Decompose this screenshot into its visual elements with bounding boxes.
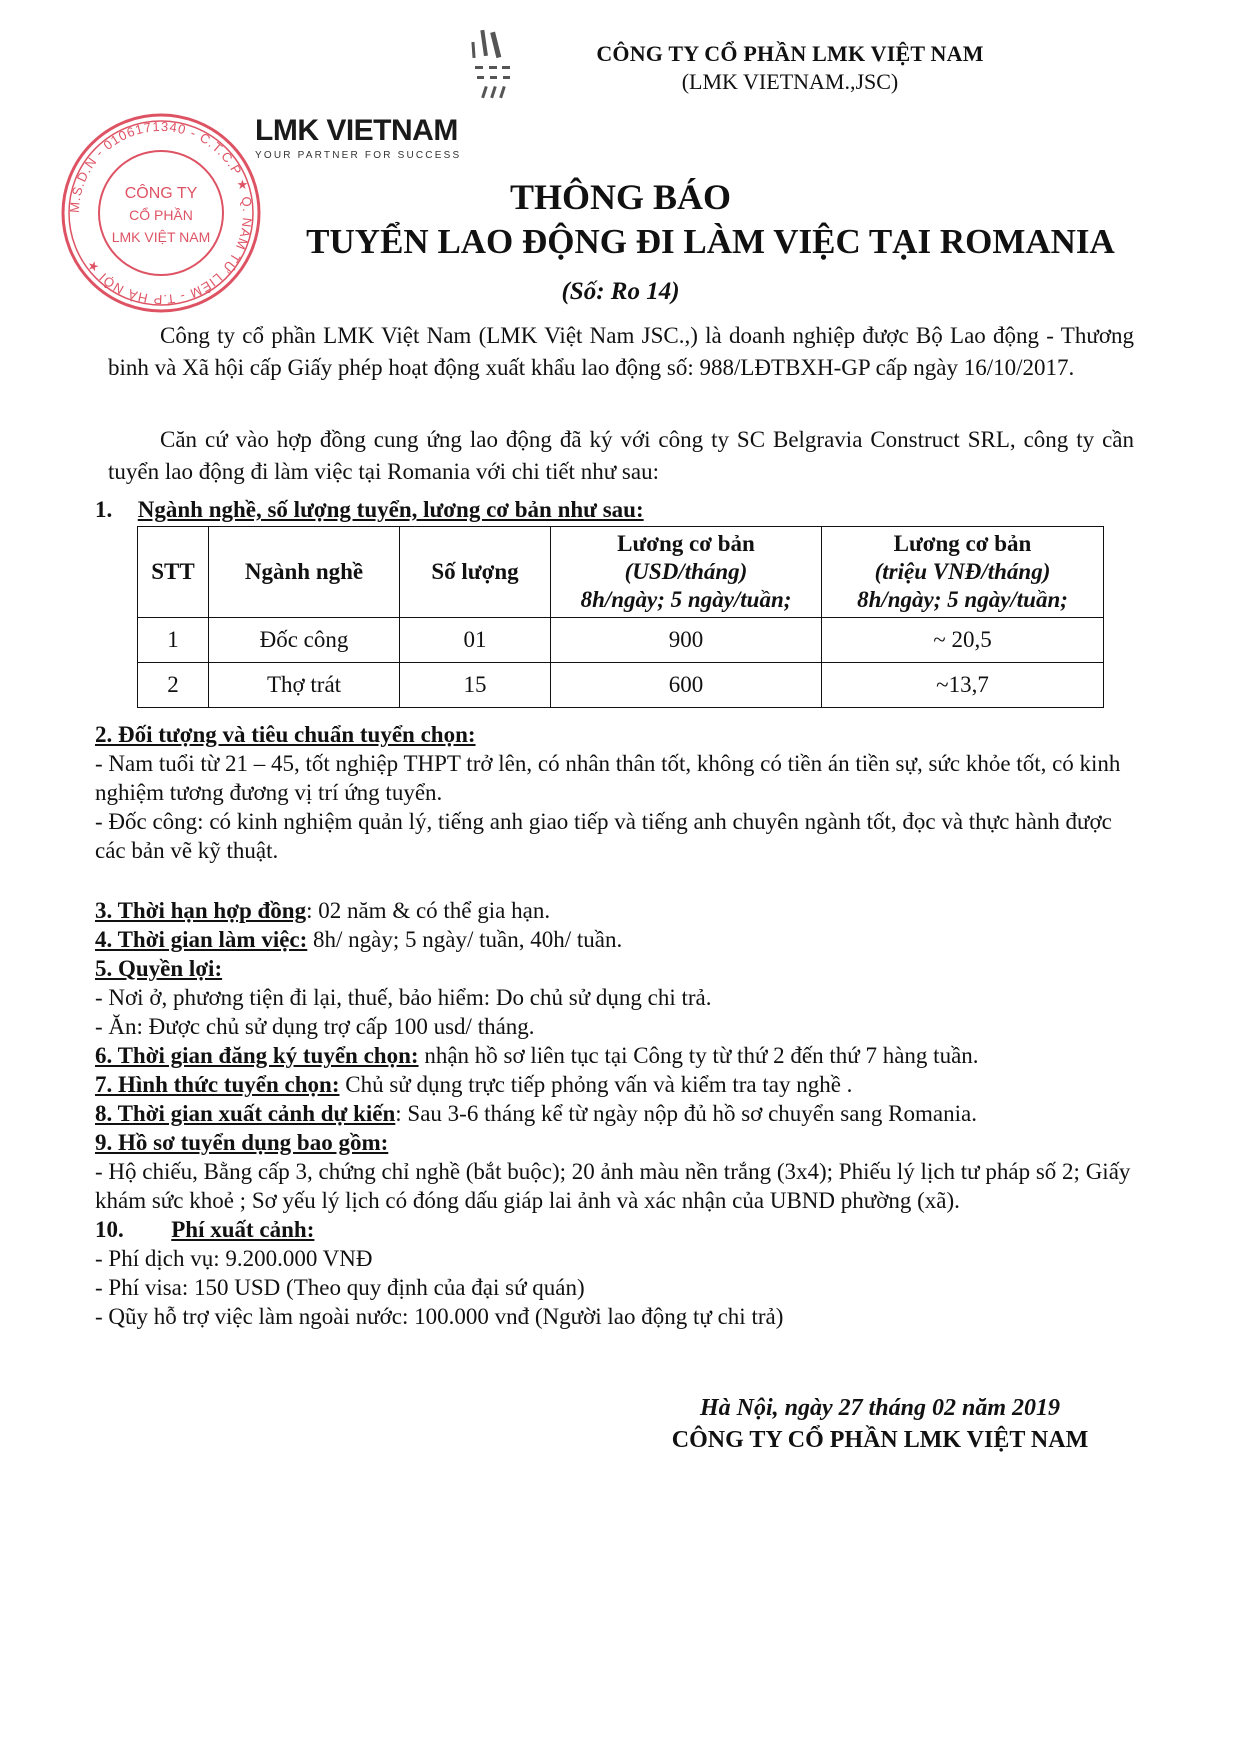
table-row	[138, 663, 1104, 708]
section-9-bullet-1: - Hộ chiếu, Bằng cấp 3, chứng chỉ nghề (bắt buộc); 20 ảnh màu nền trắng (3x4); Phiếu lý lịch tư pháp số 2; Giấy khám sức khoẻ ; Sơ yếu lý lịch có đóng dấu giáp lai ảnh và xác nhận của UBND phường (xã).	[95, 1159, 1131, 1213]
notice-number: (Số: Ro 14)	[561, 278, 680, 305]
section-5-title: 5. Quyền lợi:	[95, 956, 223, 981]
cell-stt: 1	[138, 618, 209, 663]
col-usd-title: Lương cơ bản	[617, 531, 755, 556]
section-2-title: 2. Đối tượng và tiêu chuẩn tuyển chọn:	[95, 722, 476, 747]
section-3-title: 3. Thời hạn hợp đồng	[95, 898, 307, 923]
cell-job: Đốc công	[209, 618, 400, 663]
section-7-title: 7. Hình thức tuyển chọn:	[95, 1072, 340, 1097]
section-10-bullet-2: - Phí visa: 150 USD (Theo quy định của đại sứ quán)	[95, 1275, 585, 1300]
section-10-heading	[95, 1215, 1145, 1244]
cell-usd: 600	[551, 663, 822, 708]
section-6-text: nhận hồ sơ liên tục tại Công ty từ thứ 2 đến thứ 7 hàng tuần.	[418, 1043, 979, 1068]
section-5-bullet-2: - Ăn: Được chủ sử dụng trợ cấp 100 usd/ tháng.	[95, 1014, 535, 1039]
signature-date: Hà Nội, ngày 27 tháng 02 năm 2019	[699, 1395, 1061, 1421]
section-3-text: : 02 năm & có thể gia hạn.	[306, 898, 551, 923]
company-name: CÔNG TY CỔ PHẦN LMK VIỆT NAM	[596, 41, 984, 66]
section-7-text: Chủ sử dụng trực tiếp phỏng vấn và kiểm tra tay nghề .	[339, 1072, 853, 1097]
section-8-text: : Sau 3-6 tháng kể từ ngày nộp đủ hồ sơ chuyển sang Romania.	[395, 1101, 977, 1126]
section-10-bullet-1: - Phí dịch vụ: 9.200.000 VNĐ	[95, 1246, 373, 1271]
section-3	[95, 896, 1145, 925]
section-10-title: Phí xuất cảnh:	[171, 1217, 315, 1242]
col-vnd-hours: 8h/ngày; 5 ngày/tuần;	[857, 587, 1068, 612]
col-vnd-unit: (triệu VNĐ/tháng)	[874, 559, 1051, 584]
section-10-bullet-3: - Qũy hỗ trợ việc làm ngoài nước: 100.000 vnđ (Người lao động tự chi trả)	[95, 1304, 784, 1329]
section-2-bullet-1: - Nam tuổi từ 21 – 45, tốt nghiệp THPT trở lên, có nhân thân tốt, không có tiền án tiền sự, sức khỏe tốt, có kinh nghiệm tương đương vị trí ứng tuyển.	[95, 751, 1121, 805]
col-job: Ngành nghề	[209, 527, 400, 618]
col-usd-unit: (USD/tháng)	[624, 559, 748, 584]
section-5-bullet-1: - Nơi ở, phương tiện đi lại, thuế, bảo hiểm: Do chủ sử dụng chi trả.	[95, 985, 712, 1010]
section-6	[95, 1041, 1145, 1070]
intro-text-2: Căn cứ vào hợp đồng cung ứng lao động đã ký với công ty SC Belgravia Construct SRL, công ty cần tuyển lao động đi làm việc tại Romania với chi tiết như sau:	[108, 427, 1134, 484]
col-usd-hours: 8h/ngày; 5 ngày/tuần;	[580, 587, 792, 612]
section-2-bullet-2: - Đốc công: có kinh nghiệm quản lý, tiếng anh giao tiếp và tiếng anh chuyên ngành tốt, đọc và thực hành được các bản vẽ kỹ thuật.	[95, 809, 1112, 863]
section-9-title: 9. Hồ sơ tuyển dụng bao gồm:	[95, 1130, 389, 1155]
jobs-table	[137, 526, 1104, 708]
cell-job: Thợ trát	[209, 663, 400, 708]
table-row	[138, 618, 1104, 663]
section-4-title: 4. Thời gian làm việc:	[95, 927, 308, 952]
section-8	[95, 1099, 1145, 1128]
cell-vnd: ~ 20,5	[822, 618, 1104, 663]
signature-block	[620, 1392, 1140, 1456]
table-header-row	[138, 527, 1104, 618]
cell-stt: 2	[138, 663, 209, 708]
col-stt: STT	[138, 527, 209, 618]
company-logo	[255, 22, 515, 172]
notice-title: THÔNG BÁO	[509, 177, 732, 217]
signature-company: CÔNG TY CỔ PHẦN LMK VIỆT NAM	[671, 1427, 1089, 1453]
cell-usd: 900	[551, 618, 822, 663]
section-2	[95, 720, 1145, 865]
logo-tagline: YOUR PARTNER FOR SUCCESS	[255, 150, 462, 161]
section-1-number: 1.	[95, 497, 113, 522]
section-4	[95, 925, 1145, 954]
svg-text:CỔ PHẦN: CỔ PHẦN	[129, 207, 193, 223]
logo-name: LMK VIETNAM	[255, 114, 458, 147]
svg-text:LMK VIỆT NAM: LMK VIỆT NAM	[111, 229, 211, 245]
cell-qty: 01	[400, 618, 551, 663]
section-1-title: Ngành nghề, số lượng tuyển, lương cơ bản như sau:	[137, 497, 644, 522]
section-10-number: 10.	[95, 1217, 124, 1242]
col-qty: Số lượng	[400, 527, 551, 618]
section-7	[95, 1070, 1145, 1099]
cell-qty: 15	[400, 663, 551, 708]
col-salary-usd	[551, 527, 822, 618]
section-8-title: 8. Thời gian xuất cảnh dự kiến	[95, 1101, 396, 1126]
section-1-heading	[95, 495, 1145, 524]
intro-paragraph-2	[108, 424, 1134, 488]
logo-mark-icon	[435, 22, 525, 112]
sections-3-10	[95, 896, 1145, 1331]
section-4-text: 8h/ ngày; 5 ngày/ tuần, 40h/ tuần.	[307, 927, 623, 952]
svg-text:CÔNG TY: CÔNG TY	[124, 185, 198, 202]
intro-paragraph-1	[108, 320, 1134, 384]
col-salary-vnd	[822, 527, 1104, 618]
col-vnd-title: Lương cơ bản	[893, 531, 1032, 556]
notice-subtitle: TUYỂN LAO ĐỘNG ĐI LÀM VIỆC TẠI ROMANIA	[306, 222, 1115, 261]
company-name-en: (LMK VIETNAM.,JSC)	[681, 69, 899, 94]
svg-text:M.S.D.N - 0106171340 - C.T.C.P: M.S.D.N - 0106171340 - C.T.C.P ★ Q. NAM TỪ LIÊM - T.P HÀ NỘI ★	[66, 118, 256, 308]
company-header	[540, 40, 1040, 96]
section-6-title: 6. Thời gian đăng ký tuyển chọn:	[95, 1043, 419, 1068]
intro-text-1: Công ty cổ phần LMK Việt Nam (LMK Việt Nam JSC.,) là doanh nghiệp được Bộ Lao động - Thương binh và Xã hội cấp Giấy phép hoạt động xuất khẩu lao động số: 988/LĐTBXH-GP cấp ngày 16/10/2017.	[108, 323, 1134, 380]
cell-vnd: ~13,7	[822, 663, 1104, 708]
